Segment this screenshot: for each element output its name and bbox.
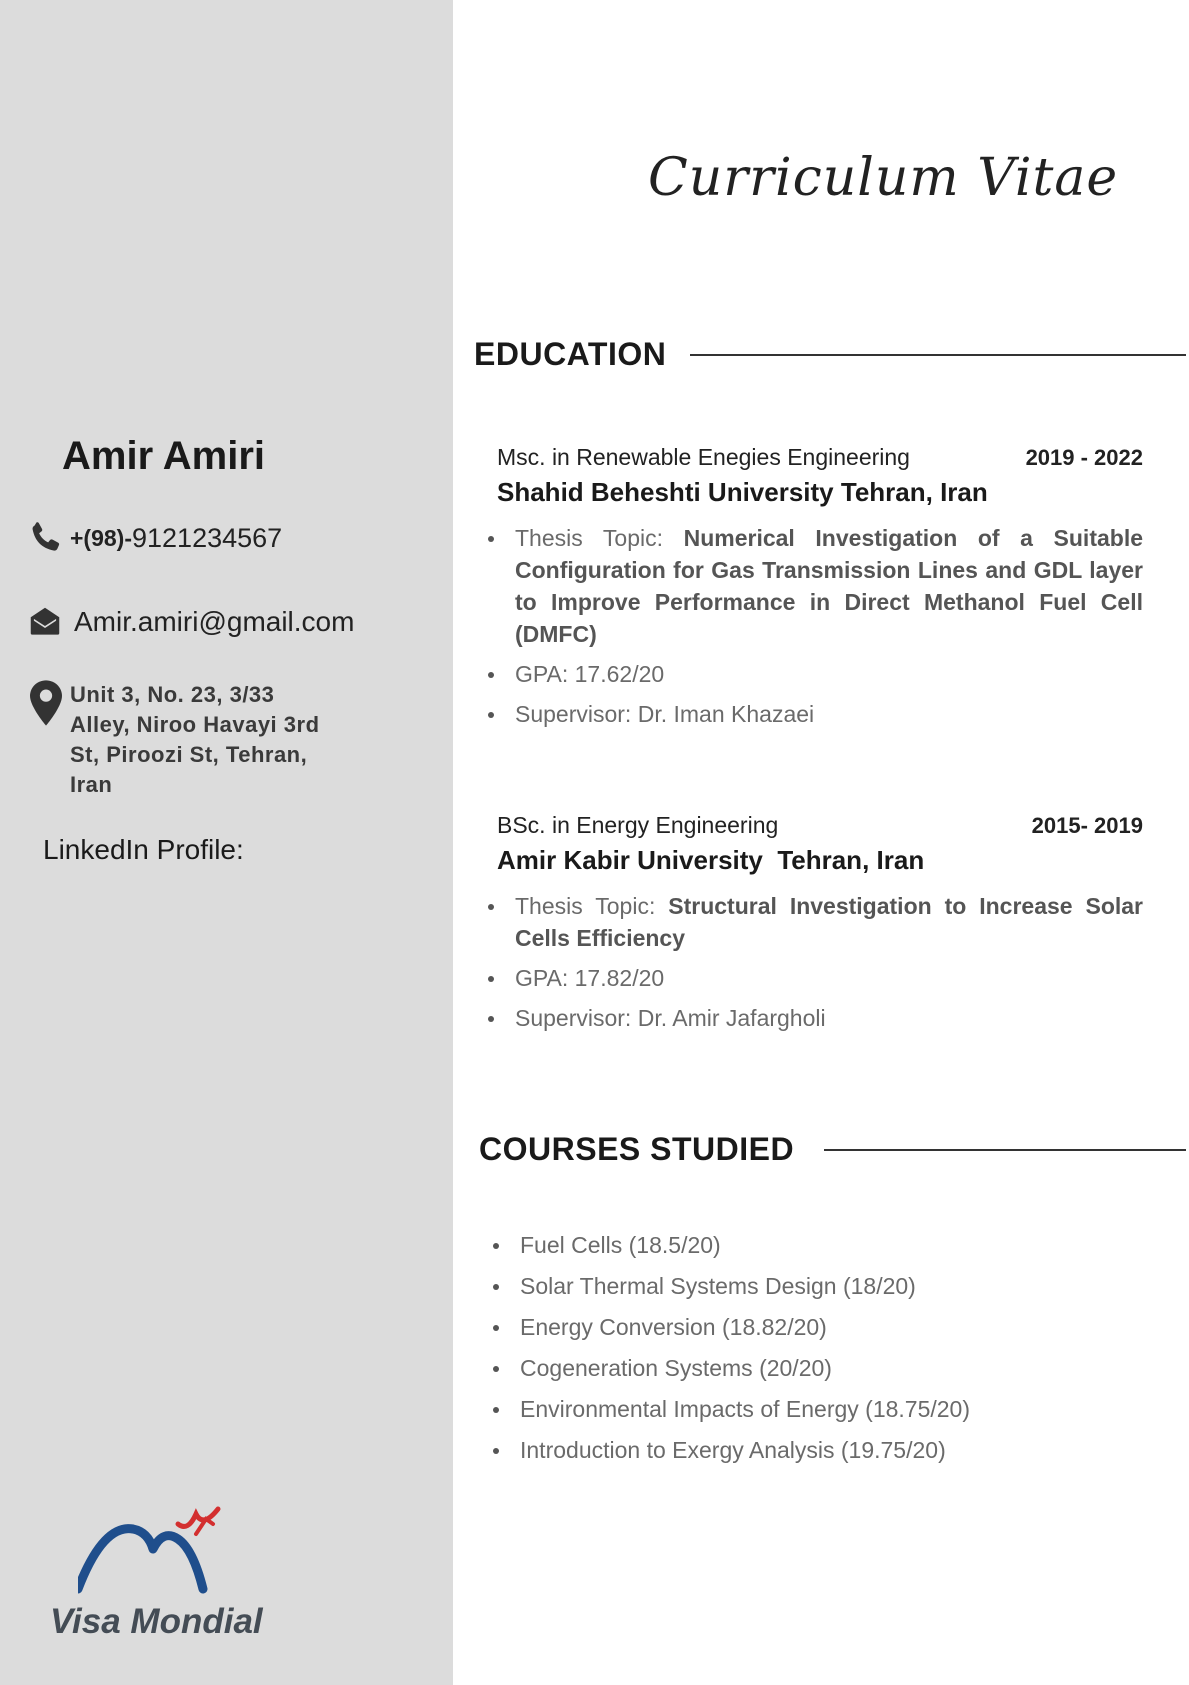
gpa-item: GPA: 17.62/20 [497, 658, 1143, 690]
email-row [26, 602, 354, 642]
envelope-icon [26, 602, 64, 642]
supervisor-item: Supervisor: Dr. Iman Khazaei [497, 698, 1143, 730]
thesis-item [497, 890, 1143, 954]
mountain-logo-icon [78, 1494, 238, 1594]
thesis-topic: Structural Investigation to Increase Solar Cells Efficiency [515, 893, 1144, 951]
degree-entry-msc [497, 444, 1143, 738]
degree-title: Msc. in Renewable Enegies Engineering [497, 444, 910, 470]
cv-title-text: Curriculum Vitae [648, 148, 1119, 208]
courses-header [479, 1131, 1186, 1168]
course-item: Cogeneration Systems (20/20) [502, 1353, 970, 1383]
thesis-topic: Numerical Investigation of a Suitable Configuration for Gas Transmission Lines and GDL layer to Improve Performance in Direct Methanol Fuel Cell (DMFC) [515, 525, 1144, 647]
degree-years: 2015- 2019 [1031, 813, 1143, 838]
university-name: Amir Kabir University Tehran, Iran [497, 845, 925, 875]
education-divider [690, 354, 1186, 356]
address-row [30, 680, 330, 800]
address-text: Unit 3, No. 23, 3/33 Alley, Niroo Havayi 3rd St, Piroozi St, Tehran, Iran [70, 682, 320, 797]
education-heading: EDUCATION [474, 336, 667, 372]
university-name: Shahid Beheshti University Tehran, Iran [497, 477, 988, 507]
education-header [474, 336, 1186, 373]
gpa-item: GPA: 17.82/20 [497, 962, 1143, 994]
course-item: Introduction to Exergy Analysis (19.75/20) [502, 1435, 970, 1465]
location-pin-icon [30, 680, 62, 726]
course-item: Environmental Impacts of Energy (18.75/20) [502, 1394, 970, 1424]
degree-details [497, 522, 1143, 730]
logo-text: Visa Mondial [50, 1602, 263, 1641]
email-address[interactable]: Amir.amiri@gmail.com [74, 606, 355, 637]
cv-title [640, 140, 1119, 220]
visa-mondial-logo [50, 1494, 270, 1644]
course-item: Solar Thermal Systems Design (18/20) [502, 1271, 970, 1301]
linkedin-label[interactable]: LinkedIn Profile: [43, 834, 244, 865]
phone-icon [26, 518, 64, 558]
degree-title: BSc. in Energy Engineering [497, 812, 779, 838]
thesis-label: Thesis Topic: [515, 893, 656, 919]
phone-prefix: +(98)- [70, 524, 132, 551]
courses-list [502, 1230, 970, 1476]
course-item: Energy Conversion (18.82/20) [502, 1312, 970, 1342]
candidate-name: Amir Amiri [62, 434, 266, 478]
courses-divider [824, 1149, 1186, 1151]
courses-heading: COURSES STUDIED [479, 1131, 795, 1167]
degree-details [497, 890, 1143, 1034]
thesis-label: Thesis Topic: [515, 525, 664, 551]
degree-years: 2019 - 2022 [1025, 445, 1143, 470]
phone-row [26, 518, 282, 558]
thesis-item [497, 522, 1143, 650]
course-item: Fuel Cells (18.5/20) [502, 1230, 970, 1260]
sidebar [0, 0, 453, 1685]
supervisor-item: Supervisor: Dr. Amir Jafargholi [497, 1002, 1143, 1034]
degree-entry-bsc [497, 812, 1143, 1042]
phone-number: 9121234567 [132, 522, 283, 553]
